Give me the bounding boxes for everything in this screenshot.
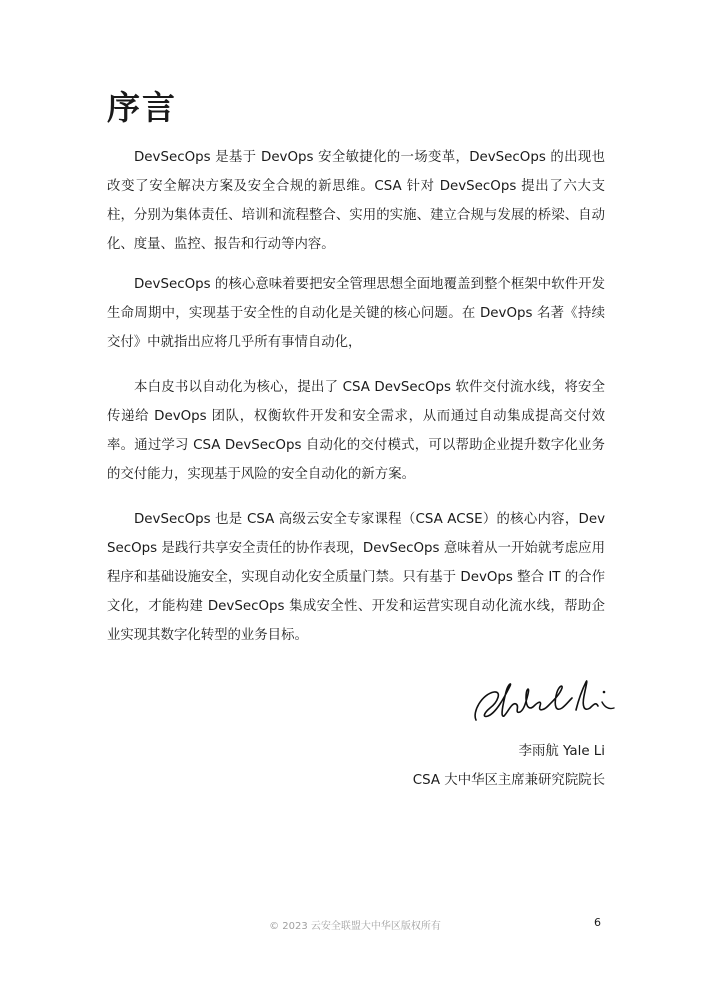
body-paragraph: DevSecOps 也是 CSA 高级云安全专家课程（CSA ACSE）的核心内容，DevSecOps 是践行共享安全责任的协作表现，DevSecOps 意味着从一开始就考虑应用程序和基础设施安全，实现自动化安全质量门禁。只有基于 DevOps 整合 IT 的合作文化，才能构建 DevSecOps 集成安全性、开发和运营实现自动化流水线，帮助企业实现其数字化转型的业务目标。	[107, 512, 605, 643]
page-number: 6	[594, 916, 601, 929]
signer-title: CSA 大中华区主席兼研究院院长	[412, 773, 605, 788]
body-paragraph: DevSecOps 是基于 DevOps 安全敏捷化的一场变革，DevSecOps 的出现也改变了安全解决方案及安全合规的新思维。CSA 针对 DevSecOps 提出了六大支柱，分别为集体责任、培训和流程整合、实用的实施、建立合规与发展的桥梁、自动化、度量、监控、报告和行动等内容。	[107, 150, 605, 252]
body-paragraph: 本白皮书以自动化为核心，提出了 CSA DevSecOps 软件交付流水线，将安全传递给 DevOps 团队，权衡软件开发和安全需求，从而通过自动集成提高交付效率。通过学习 CSA DevSecOps 自动化的交付模式，可以帮助企业提升数字化业务的交付能力，实现基于风险的安全自动化的新方案。	[107, 380, 605, 482]
page-title: 序言	[107, 88, 177, 127]
body-paragraph: DevSecOps 的核心意味着要把安全管理思想全面地覆盖到整个框架中软件开发生命周期中，实现基于安全性的自动化是关键的核心问题。在 DevOps 名著《持续交付》中就指出应将几乎所有事情自动化，	[107, 277, 605, 350]
footer-copyright: © 2023 云安全联盟大中华区版权所有	[269, 921, 441, 932]
signer-name: 李雨航 Yale Li	[518, 744, 605, 759]
handwritten-signature	[468, 672, 618, 732]
